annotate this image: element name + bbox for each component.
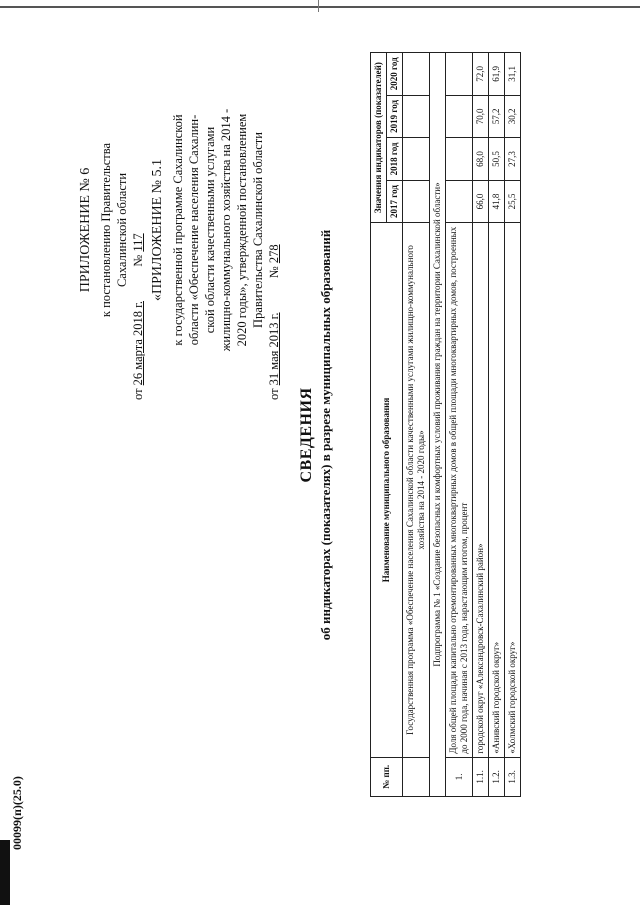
row-num: 1.2. (489, 757, 505, 796)
header-num: № пп. (371, 757, 403, 796)
resolution-number: 117 (131, 233, 145, 252)
approved-date-prefix: от (267, 388, 281, 400)
program-line-6: Правительства Сахалинской области (251, 132, 265, 328)
approved-number-label: № (267, 266, 281, 279)
program-line-5: 2020 годы», утвержденной постановлением (235, 113, 249, 347)
row-value-2017: 41,8 (489, 180, 505, 223)
table-header-row (371, 53, 387, 797)
row-value-2020: 72,0 (473, 53, 489, 96)
table-row (505, 53, 521, 797)
header-values-group: Значения индикаторов (показателей) (371, 53, 387, 223)
row-value-2019: 70,0 (473, 95, 489, 138)
program-line-3: ской области качественными услугами (203, 126, 217, 334)
resolution-line-2: Сахалинской области (115, 172, 129, 288)
table-row (489, 53, 505, 797)
row-num: 1.1. (473, 757, 489, 796)
row-value-2018: 27,3 (505, 138, 521, 181)
row-value-2017: 66,0 (473, 180, 489, 223)
table-row (473, 53, 489, 797)
program-line-1: к государственной программе Сахалинской (171, 114, 185, 346)
resolution-date: 26 марта 2018 г. (131, 300, 145, 386)
indicator-row (446, 53, 473, 797)
previous-appendix-title: «ПРИЛОЖЕНИЕ № 5.1 (150, 159, 165, 301)
header-name: Наименование муниципального образования (371, 223, 403, 757)
document-subtitle: об индикаторах (показателях) в разрезе муниципальных образований (318, 229, 333, 641)
header-year-2018: 2018 год (387, 138, 403, 181)
document-title: СВЕДЕНИЯ (298, 387, 315, 483)
row-name: «Анивский городской округ» (489, 223, 505, 757)
date-prefix: от (131, 388, 145, 400)
approved-date-line (266, 60, 282, 400)
header-year-2017: 2017 год (387, 180, 403, 223)
appendix-title: ПРИЛОЖЕНИЕ № 6 (78, 167, 93, 293)
row-value-2019: 57,2 (489, 95, 505, 138)
document-title-block (298, 115, 334, 755)
subprogram-row (430, 53, 446, 797)
header-year-2020: 2020 год (387, 53, 403, 96)
row-value-2017: 25,5 (505, 180, 521, 223)
appendix-header (78, 60, 282, 400)
approved-date: 31 мая 2013 г. (267, 312, 281, 386)
indicator-name: Доля общей площади капитально отремонтированных многоквартирных домов в общей площади многоквартирных домов, построенных до 2000 года, начиная с 2013 года, нарастающим итогом, процент (446, 223, 473, 757)
row-value-2019: 30,2 (505, 95, 521, 138)
row-name: «Холмский городской округ» (505, 223, 521, 757)
program-line-4: жилищно-коммунального хозяйства на 2014 - (219, 108, 233, 352)
subprogram-name: Подпрограмма № 1 «Создание безопасных и комфортных условий проживания граждан на территории Сахалинской области» (430, 53, 446, 797)
program-name: Государственная программа «Обеспечение населения Сахалинской области качественными услугами жилищно-коммунального хозяйства на 2014 - 2020 годы» (403, 223, 430, 757)
resolution-date-line (130, 60, 146, 400)
row-value-2020: 61,9 (489, 53, 505, 96)
row-num: 1.3. (505, 757, 521, 796)
approved-number: 278 (267, 244, 281, 264)
resolution-line-1: к постановлению Правительства (99, 142, 113, 318)
row-value-2018: 68,0 (473, 138, 489, 181)
program-line-2: области «Обеспечение населения Сахалин- (187, 114, 201, 346)
row-value-2018: 50,5 (489, 138, 505, 181)
indicators-table (370, 52, 521, 797)
row-value-2020: 31,1 (505, 53, 521, 96)
header-year-2019: 2019 год (387, 95, 403, 138)
row-name: городской округ «Александровск-Сахалинский район» (473, 223, 489, 757)
indicator-num: 1. (446, 757, 473, 796)
program-row (403, 53, 430, 797)
document-code: 00099(п)(25.0) (10, 776, 24, 850)
number-label: № (131, 254, 145, 267)
